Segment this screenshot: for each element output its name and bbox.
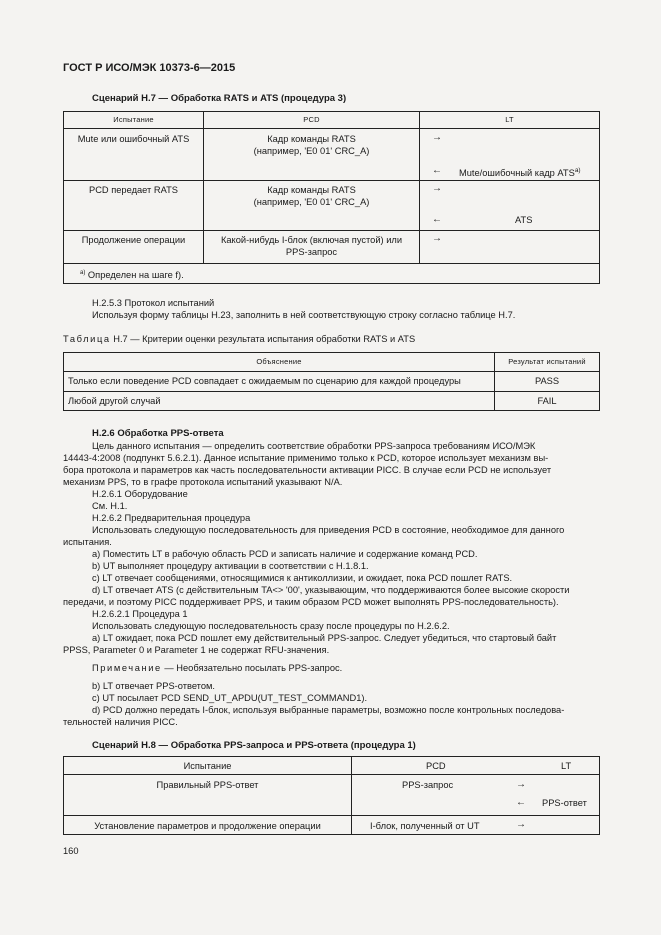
- table-cell: Какой-нибудь I-блок (включая пустой) или: [220, 235, 403, 245]
- table-cell: Правильный PPS-ответ: [156, 780, 259, 790]
- table-cell: Только если поведение PCD совпадает с ожидаемым по сценарию для каждой процедуры: [68, 376, 461, 386]
- column-header-test: Испытание: [113, 115, 154, 124]
- document-header: ГОСТ Р ИСО/МЭК 10373-6—2015: [63, 62, 236, 74]
- table-cell: PPS-запрос: [402, 780, 454, 790]
- arrow-right-icon: →: [516, 779, 526, 790]
- table-cell: PPS-запрос: [285, 247, 338, 257]
- list-item: a) Поместить LT в рабочую область PCD и записать наличие и содержание команд PCD.: [92, 549, 478, 559]
- paragraph-line: Использовать следующую последовательность сразу после процедуры по Н.2.6.2.: [92, 621, 450, 631]
- scenario-h7-title: Сценарий Н.7 — Обработка RATS и ATS (процедура 3): [92, 93, 347, 104]
- list-item: a) LT ожидает, пока PCD пошлет ему действительный PPS-запрос. Следует убедиться, что стартовый байт: [92, 633, 557, 643]
- table-cell: Продолжение операции: [81, 235, 186, 245]
- table-footnote: $^{a)}$ Определен на шаге f).: [80, 270, 184, 281]
- scenario-h8-title: Сценарий Н.8 — Обработка PPS-запроса и PPS-ответа (процедура 1): [92, 740, 416, 751]
- column-header-explanation: Объяснение: [256, 357, 302, 366]
- scenario-h8-table: [63, 756, 600, 835]
- table-cell: PPS-ответ: [542, 798, 587, 808]
- table-cell: Mute/ошибочный кадр ATS$^{a)}$: [459, 167, 581, 179]
- scenario-h7-table: [63, 111, 600, 284]
- paragraph-line: PPSS, Parameter 0 и Parameter 1 не содержат RFU-значения.: [63, 645, 330, 655]
- arrow-left-icon: ←: [516, 797, 526, 808]
- paragraph-line: передачи, и поэтому PICC поддерживает PPS, и таким образом PCD может выполнять PPS-последовательность).: [63, 597, 559, 607]
- table-cell: PCD передает RATS: [89, 185, 178, 195]
- section-h26-body: [63, 440, 600, 728]
- arrow-right-icon: →: [432, 183, 442, 194]
- column-header-result: Результат испытаний: [508, 357, 586, 366]
- subsection-title: Н.2.6.1 Оборудование: [92, 489, 188, 499]
- arrow-left-icon: ←: [432, 214, 442, 225]
- list-item: b) LT отвечает PPS-ответом.: [92, 681, 215, 691]
- table-cell: (например, 'E0 01' CRC_A): [253, 197, 370, 207]
- table-cell: ATS: [515, 215, 533, 225]
- paragraph-line: тельностей наличия PICC.: [63, 717, 178, 727]
- table-cell: Mute или ошибочный ATS: [77, 134, 190, 144]
- section-h26-title: Н.2.6 Обработка PPS-ответа: [92, 428, 224, 439]
- column-header-test: Испытание: [183, 761, 232, 771]
- list-item: b) UT выполняет процедуру активации в соответствии с Н.1.8.1.: [92, 561, 369, 571]
- paragraph-line: Использовать следующую последовательность для приведения PCD в состояние, необходимое для данного: [92, 525, 565, 535]
- paragraph-line: механизм PPS, то в графе протокола испытаний указывают N/A.: [63, 477, 343, 487]
- table-h7-caption: Таблица Н.7 — Критерии оценки результата испытания обработки RATS и ATS: [63, 334, 416, 344]
- paragraph-line: См. Н.1.: [92, 501, 128, 511]
- table-cell: Любой другой случай: [68, 396, 161, 406]
- table-cell: I-блок, полученный от UT: [370, 821, 480, 831]
- list-item: d) PCD должно передать I-блок, используя выбранные параметры, возможно после контрольных последова-: [92, 705, 565, 715]
- arrow-right-icon: →: [516, 819, 526, 830]
- page-number: 160: [63, 846, 79, 856]
- table-cell: PASS: [534, 376, 560, 386]
- column-header-pcd: PCD: [303, 115, 320, 124]
- arrow-left-icon: ←: [432, 165, 442, 176]
- list-item: c) LT отвечает сообщениями, относящимися к антиколлизии, и ожидает, пока PCD пошлет RATS.: [92, 573, 513, 583]
- table-cell: FAIL: [537, 396, 557, 406]
- column-header-pcd: PCD: [426, 761, 446, 771]
- list-item: d) LT отвечает ATS (с действительным TA<> '00', указывающим, что поддерживаются более высокие скорости: [92, 585, 570, 595]
- list-item: c) UT посылает PCD SEND_UT_APDU(UT_TEST_COMMAND1).: [92, 693, 368, 703]
- arrow-right-icon: →: [432, 233, 442, 244]
- table-cell: (например, 'E0 01' CRC_A): [253, 146, 370, 156]
- table-cell: Установление параметров и продолжение операции: [94, 821, 321, 831]
- subsection-title: Н.2.6.2.1 Процедура 1: [92, 609, 188, 619]
- arrow-right-icon: →: [432, 132, 442, 143]
- section-h253-title: Н.2.5.3 Протокол испытаний: [92, 298, 215, 308]
- subsection-title: Н.2.6.2 Предварительная процедура: [92, 513, 251, 523]
- note: Примечание — Необязательно посылать PPS-запрос.: [92, 663, 343, 673]
- table-h7: [63, 352, 600, 411]
- paragraph-line: испытания.: [63, 537, 112, 547]
- paragraph-line: Цель данного испытания — определить соответствие обработки PPS-запроса требованиям ИСО/МЭК: [92, 441, 536, 451]
- section-h253-text: Используя форму таблицы Н.23, заполнить в ней соответствующую строку согласно таблице Н.7.: [92, 310, 516, 320]
- table-cell: Кадр команды RATS: [267, 134, 356, 144]
- column-header-lt: LT: [505, 115, 514, 124]
- column-header-lt: LT: [561, 761, 572, 771]
- table-cell: Кадр команды RATS: [267, 185, 356, 195]
- paragraph-line: 14443-4:2008 (подпункт 5.6.2.1). Данное испытание применимо только к PCD, которое использует механизм вы-: [63, 453, 549, 463]
- paragraph-line: бора протокола и параметров как часть последовательности активации PICC. В случае если PCD не использует: [63, 465, 552, 475]
